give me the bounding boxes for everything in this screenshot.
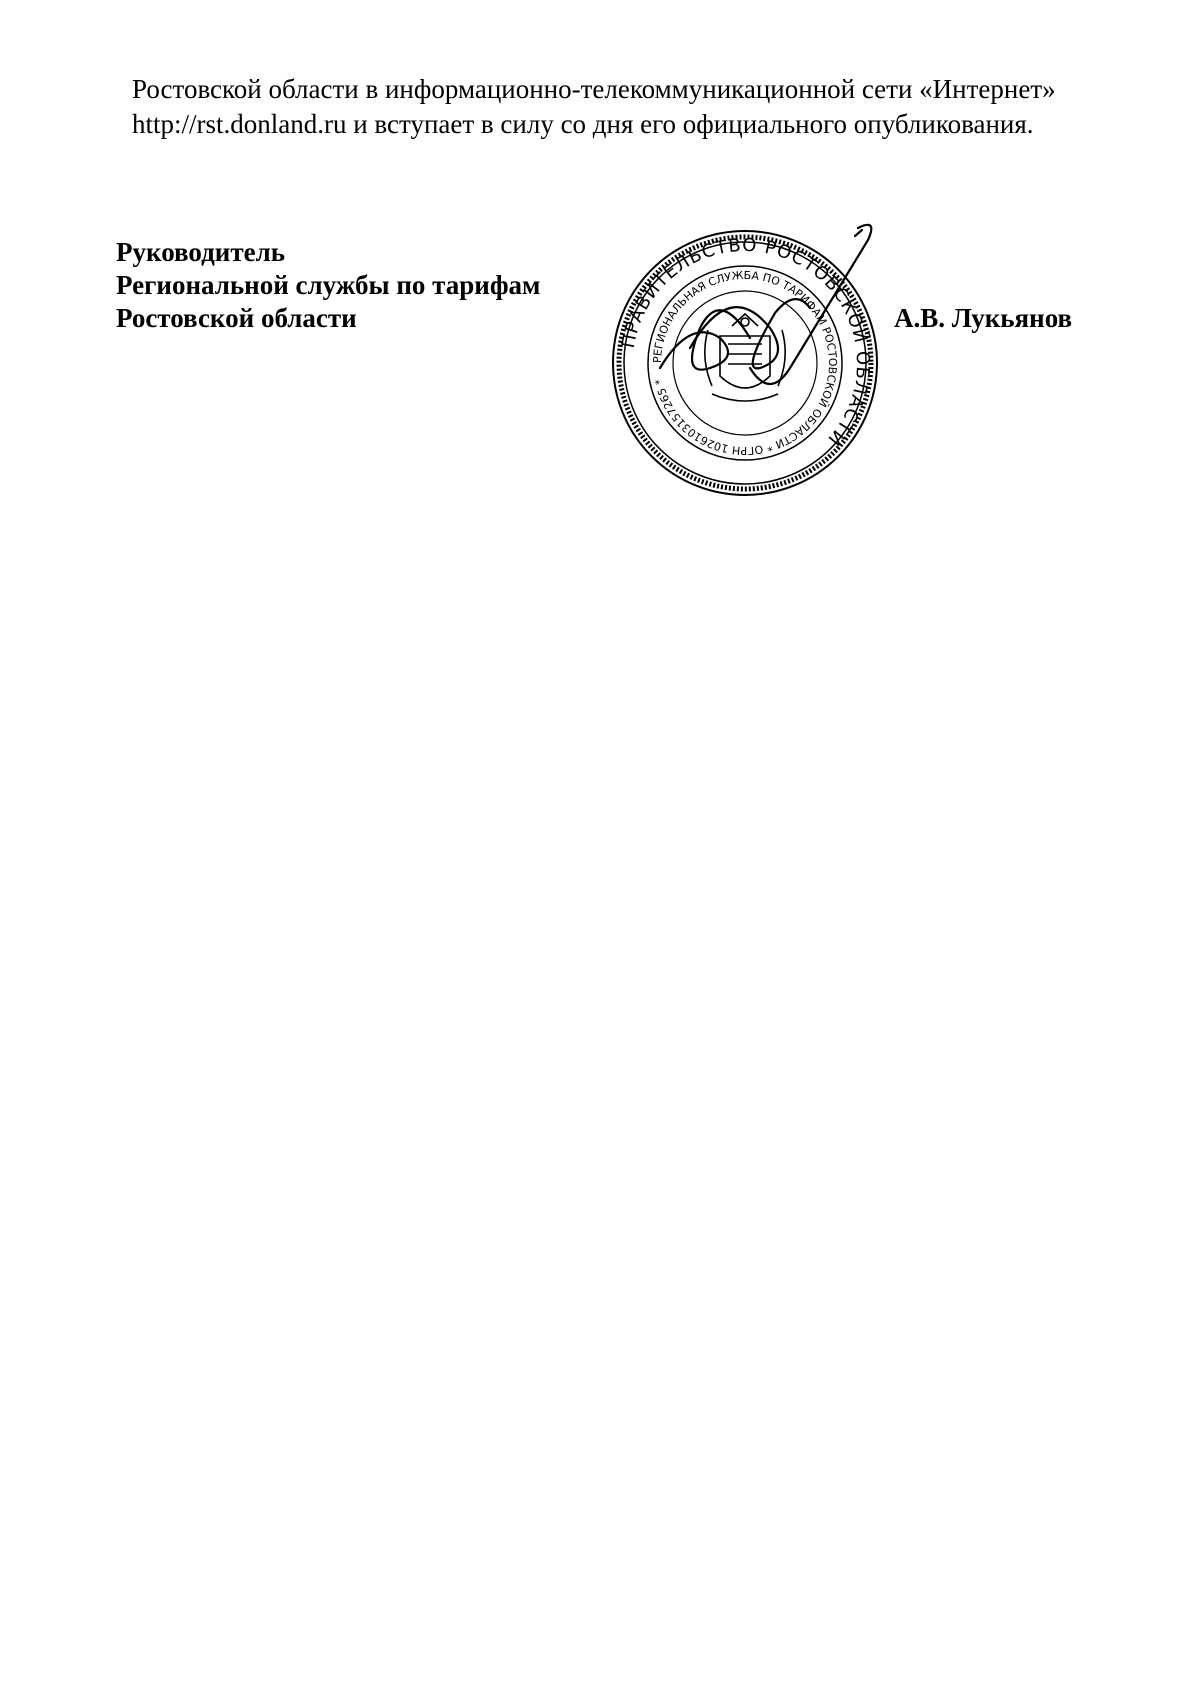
seal-icon <box>600 218 890 508</box>
official-seal-stamp <box>600 218 890 508</box>
svg-text:ПРАВИТЕЛЬСТВО РОСТОВСКОЙ ОБЛАС: ПРАВИТЕЛЬСТВО РОСТОВСКОЙ ОБЛАСТИ <box>617 234 874 451</box>
body-line-2: http://rst.donland.ru и вступает в силу со дня его официального опубликования. <box>132 109 1034 139</box>
signatory-name: А.В. Лукьянов <box>894 303 1073 333</box>
position-line-3: Ростовской области <box>116 303 357 333</box>
body-line-1: Ростовской области в информационно-телекоммуникационной сети «Интернет» <box>132 74 1056 104</box>
signatory-position <box>116 236 540 335</box>
body-paragraph <box>132 72 1132 142</box>
position-line-2: Региональной службы по тарифам <box>116 270 541 300</box>
svg-text:РЕГИОНАЛЬНАЯ СЛУЖБА ПО ТАРИФАМ: РЕГИОНАЛЬНАЯ СЛУЖБА ПО ТАРИФАМ РОСТОВСКОЙ ОБЛАСТИ * ОГРН 1026103157265 * <box>650 268 840 458</box>
position-line-1: Руководитель <box>116 237 286 267</box>
